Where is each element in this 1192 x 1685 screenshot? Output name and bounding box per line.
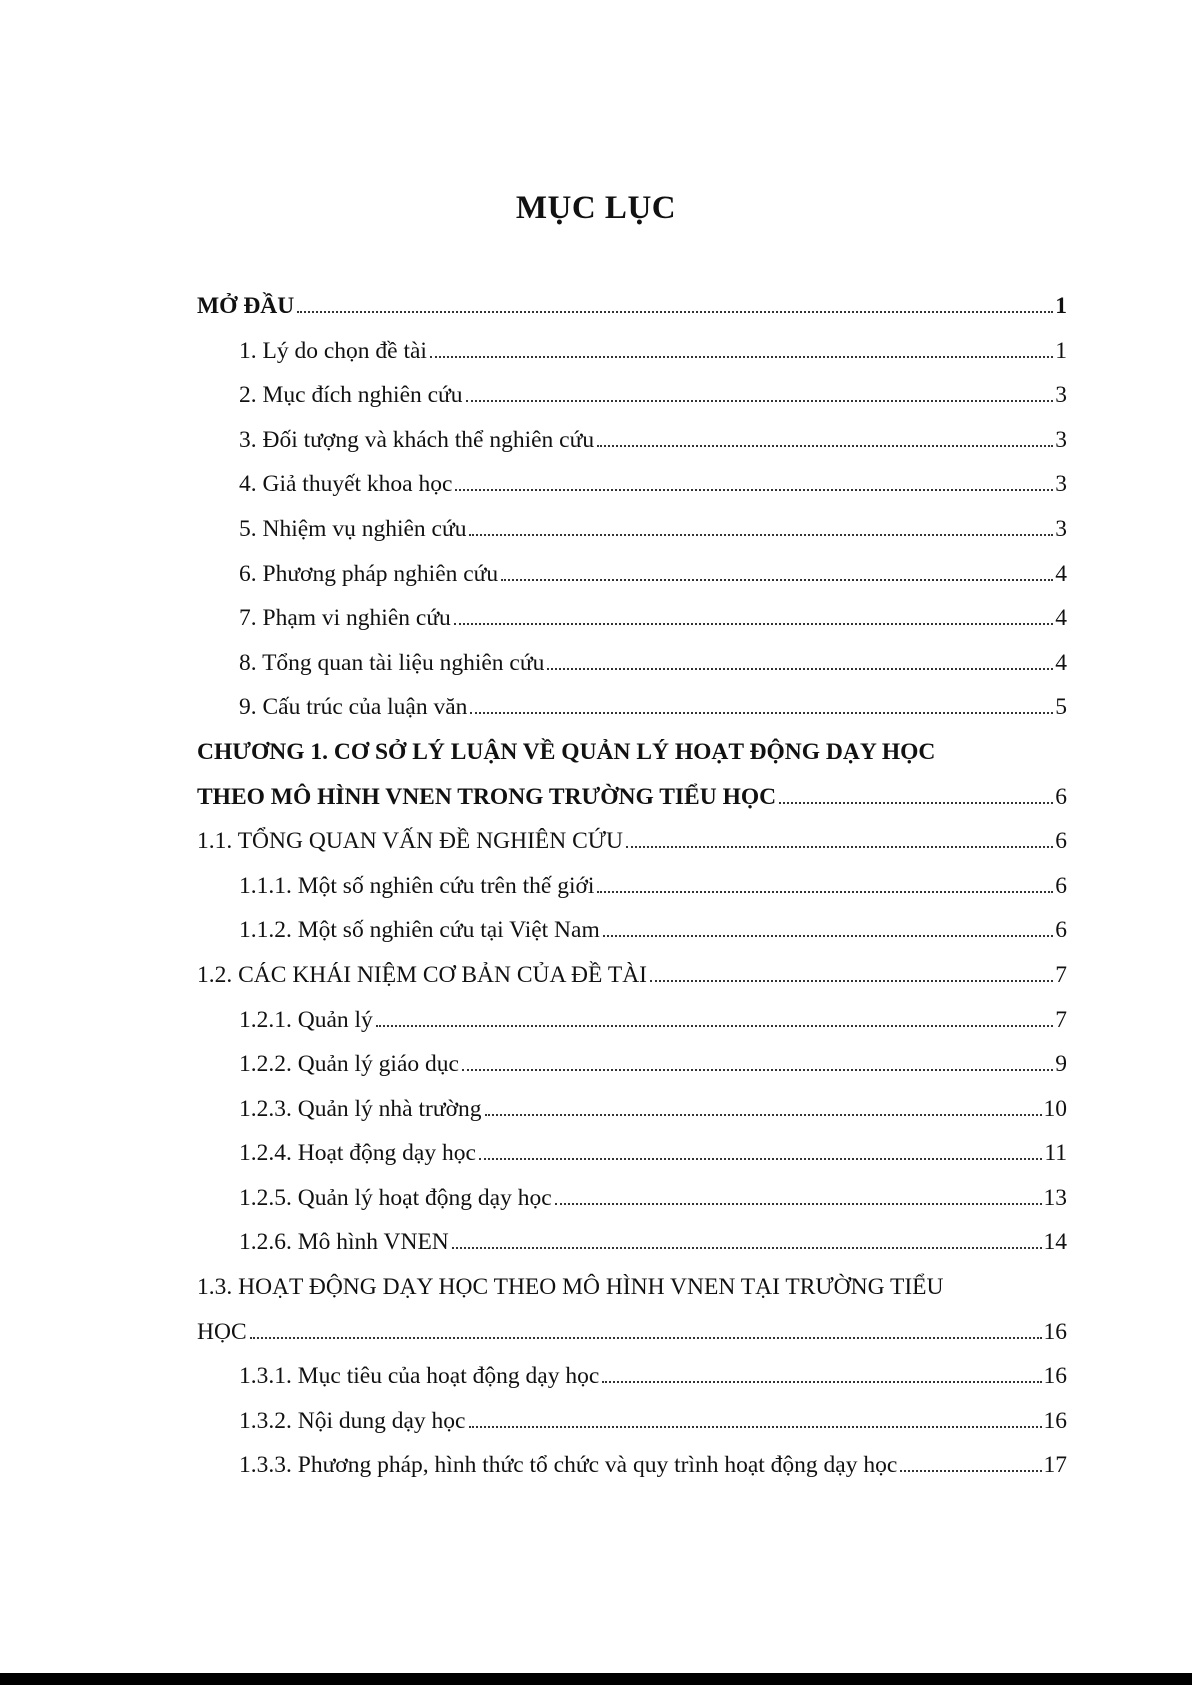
toc-page-number: 6 — [1055, 828, 1067, 855]
toc-page-number: 3 — [1055, 382, 1067, 409]
toc-section-line2[interactable] — [197, 1319, 1067, 1364]
toc-page-number: 1 — [1055, 293, 1067, 319]
toc-page-number: 9 — [1055, 1051, 1067, 1078]
dot-leader — [479, 1158, 1042, 1160]
toc-page-number: 3 — [1055, 515, 1067, 542]
toc-section[interactable] — [197, 828, 1067, 873]
toc-page-number: 6 — [1055, 872, 1067, 899]
toc-entry-text: 5. Nhiệm vụ nghiên cứu — [239, 515, 467, 542]
dot-leader — [555, 1203, 1042, 1205]
dot-leader — [466, 400, 1054, 402]
toc-entry-text: HỌC — [197, 1318, 247, 1345]
toc-entry[interactable] — [197, 382, 1067, 427]
toc-entry-text: 2. Mục đích nghiên cứu — [239, 382, 463, 409]
dot-leader — [250, 1337, 1042, 1339]
toc-entry[interactable] — [197, 1051, 1067, 1096]
toc-page-number: 5 — [1055, 694, 1067, 721]
toc-page-number: 7 — [1055, 1006, 1067, 1033]
toc-page-number: 7 — [1055, 961, 1067, 988]
dot-leader — [626, 846, 1053, 848]
toc-page-number: 11 — [1044, 1140, 1067, 1167]
toc-page-number: 14 — [1043, 1229, 1067, 1256]
dot-leader — [501, 579, 1053, 581]
dot-leader — [455, 489, 1053, 491]
dot-leader — [469, 1426, 1042, 1428]
toc-entry[interactable] — [197, 1452, 1067, 1497]
toc-entry[interactable] — [197, 1229, 1067, 1274]
toc-page-number: 13 — [1043, 1184, 1067, 1211]
toc-entry-text: 1. Lý do chọn đề tài — [239, 337, 427, 364]
toc-page-number: 4 — [1055, 649, 1067, 676]
toc-entry-text: 3. Đối tượng và khách thể nghiên cứu — [239, 426, 595, 453]
toc-entry-text: 4. Giả thuyết khoa học — [239, 471, 453, 498]
dot-leader — [430, 356, 1053, 358]
dot-leader — [603, 935, 1054, 937]
toc-entry[interactable] — [197, 873, 1067, 918]
toc-entry-text: 8. Tổng quan tài liệu nghiên cứu — [239, 649, 545, 676]
toc-page-number: 10 — [1043, 1095, 1067, 1122]
page-title: MỤC LỤC — [515, 190, 677, 226]
toc-entry-text: CHƯƠNG 1. CƠ SỞ LÝ LUẬN VỀ QUẢN LÝ HOẠT ĐỘNG DẠY HỌC — [197, 738, 936, 765]
dot-leader — [597, 891, 1053, 893]
toc-entry-text: 1.3.2. Nội dung dạy học — [239, 1407, 466, 1434]
toc-page-number: 16 — [1043, 1407, 1067, 1434]
toc-entry[interactable] — [197, 917, 1067, 962]
dot-leader — [547, 668, 1053, 670]
toc-entry-text: 1.2.3. Quản lý nhà trường — [239, 1095, 482, 1122]
toc-entry[interactable] — [197, 1363, 1067, 1408]
dot-leader — [376, 1025, 1053, 1027]
dot-leader — [602, 1381, 1041, 1383]
toc-entry-text: 9. Cấu trúc của luận văn — [239, 694, 468, 721]
toc-page-number: 6 — [1055, 917, 1067, 944]
toc-entry[interactable] — [197, 605, 1067, 650]
toc-entry-text: 1.2.5. Quản lý hoạt động dạy học — [239, 1184, 552, 1211]
page-edge-bar — [0, 1673, 1192, 1685]
dot-leader — [485, 1114, 1042, 1116]
dot-leader — [452, 1247, 1042, 1249]
toc-entry-text: 1.1.1. Một số nghiên cứu trên thế giới — [239, 872, 595, 899]
toc-entry-text: 1.2. CÁC KHÁI NIỆM CƠ BẢN CỦA ĐỀ TÀI — [197, 961, 647, 988]
toc-entry[interactable] — [197, 471, 1067, 516]
toc-entry[interactable] — [197, 1408, 1067, 1453]
dot-leader — [597, 445, 1053, 447]
toc-page-number: 3 — [1055, 471, 1067, 498]
toc-page-number: 3 — [1055, 426, 1067, 453]
toc-page-number: 6 — [1055, 783, 1067, 810]
toc-entry-mo-dau[interactable] — [197, 293, 1067, 338]
dot-leader — [469, 534, 1053, 536]
toc-entry[interactable] — [197, 1007, 1067, 1052]
toc-entry-text: 1.2.4. Hoạt động dạy học — [239, 1140, 476, 1167]
toc-entry-text: 1.3.3. Phương pháp, hình thức tổ chức và quy trình hoạt động dạy học — [239, 1452, 898, 1479]
dot-leader — [470, 712, 1053, 714]
toc-entry-text: 1.1.2. Một số nghiên cứu tại Việt Nam — [239, 917, 600, 944]
toc-section[interactable] — [197, 962, 1067, 1007]
toc-entry[interactable] — [197, 694, 1067, 739]
toc-entry[interactable] — [197, 1185, 1067, 1230]
dot-leader — [297, 311, 1053, 313]
toc-entry-text: 1.2.6. Mô hình VNEN — [239, 1229, 449, 1256]
toc-page-number: 16 — [1043, 1318, 1067, 1345]
toc-entry-text: 1.2.1. Quản lý — [239, 1006, 373, 1033]
toc-section-line1[interactable] — [197, 1274, 1067, 1319]
toc-entry-text: 7. Phạm vi nghiên cứu — [239, 605, 451, 632]
dot-leader — [779, 802, 1053, 804]
toc-entry[interactable] — [197, 650, 1067, 695]
dot-leader — [650, 980, 1053, 982]
toc-page-number: 4 — [1055, 605, 1067, 632]
toc-entry-text: 1.3. HOẠT ĐỘNG DẠY HỌC THEO MÔ HÌNH VNEN TẠI TRƯỜNG TIỂU — [197, 1274, 944, 1301]
toc-page-number: 16 — [1043, 1363, 1067, 1390]
toc-entry-text: MỞ ĐẦU — [197, 293, 295, 319]
toc-chapter-heading-line1[interactable] — [197, 739, 1067, 784]
toc-entry[interactable] — [197, 516, 1067, 561]
toc-entry-text: 1.2.2. Quản lý giáo dục — [239, 1051, 459, 1078]
dot-leader — [900, 1470, 1041, 1472]
toc-page-number: 4 — [1055, 560, 1067, 587]
toc-entry-text: 1.1. TỔNG QUAN VẤN ĐỀ NGHIÊN CỨU — [197, 828, 623, 855]
toc-chapter-heading-line2[interactable] — [197, 784, 1067, 829]
toc-entry[interactable] — [197, 338, 1067, 383]
toc-entry-text: 6. Phương pháp nghiên cứu — [239, 560, 499, 587]
toc-entry[interactable] — [197, 561, 1067, 606]
table-of-contents — [197, 293, 1067, 1497]
dot-leader — [454, 623, 1053, 625]
toc-page-number: 17 — [1043, 1452, 1067, 1479]
toc-entry[interactable] — [197, 1140, 1067, 1185]
toc-entry[interactable] — [197, 427, 1067, 472]
toc-entry-text: THEO MÔ HÌNH VNEN TRONG TRƯỜNG TIỂU HỌC — [197, 783, 777, 810]
toc-page-number: 1 — [1055, 337, 1067, 364]
dot-leader — [462, 1069, 1053, 1071]
toc-entry-text: 1.3.1. Mục tiêu của hoạt động dạy học — [239, 1363, 600, 1390]
toc-entry[interactable] — [197, 1096, 1067, 1141]
